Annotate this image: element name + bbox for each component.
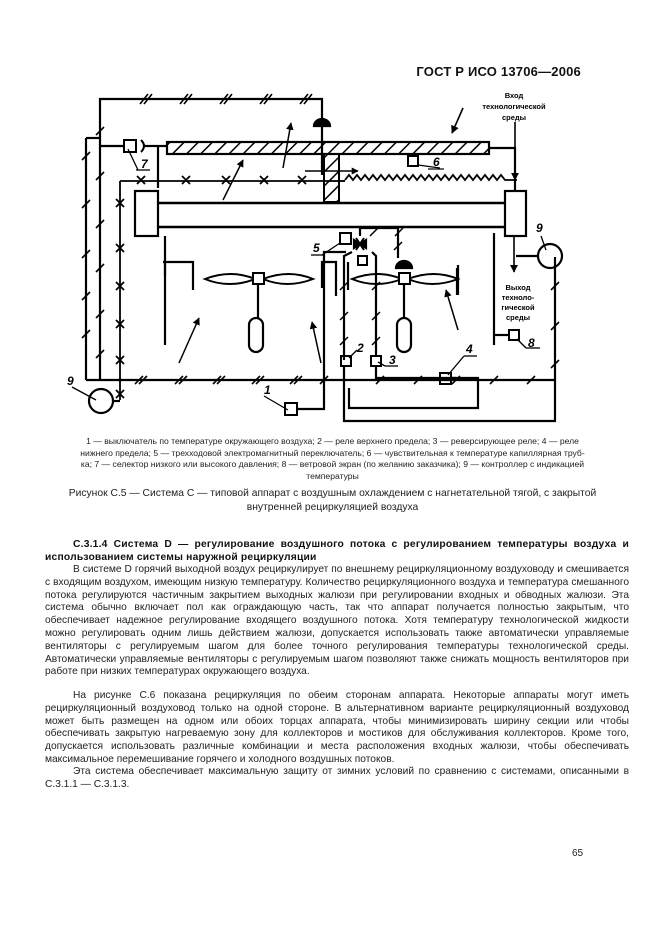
relay-3 xyxy=(371,353,456,378)
callout-9-left: 9 xyxy=(67,374,74,388)
pneumatic-line-top xyxy=(100,94,322,118)
svg-text:гической: гической xyxy=(501,303,535,312)
callout-2: 2 xyxy=(357,341,364,355)
svg-text:среды: среды xyxy=(505,313,531,322)
paragraph-1: В системе D горячий выходной воздух рециркулирует по внешнему рециркуляционному воздуховоду и смешивается с входящим воздухом, имеющим низкую температуру. Количество рециркуляционного воздуха и температура смешанного потока регулируются частичным закрытием выходных жалюзи при регулировании входных и обводных жалюзи. Эта система обычно включает пол как ограждающую часть, так что аппарат получается полностью закрытым, что обеспечивает надежное регулирование входящего воздушного потока. Хотя температуру технологической жидкости можно регулировать одним лишь действием жалюзи, допускается использовать также автоматически управляемые вентиляторы с регулируемым шагом для более точного регулирования температуры технологической среды. Автоматически управляемые вентиляторы с регулируемым шагом позволяют также снижать мощность вентиляторов при работе при низких температурах окружающего воздуха. xyxy=(45,564,629,678)
fan-chamber-right xyxy=(322,233,494,352)
svg-text:Вход: Вход xyxy=(504,91,524,100)
callout-9-right: 9 xyxy=(536,221,543,235)
caption-line-2: внутренней рециркуляцией воздуха xyxy=(246,501,419,513)
callout-5: 5 xyxy=(313,241,320,255)
callout-8: 8 xyxy=(528,336,535,350)
sensor-box-6-top xyxy=(408,156,418,166)
outlet-louver xyxy=(167,142,489,154)
legend-line-2: нижнего предела; 5 — трехходовой электромагнитный переключатель; 6 — чувствительная к температуре капиллярная труб- xyxy=(80,447,585,458)
process-outlet-label xyxy=(501,283,535,322)
figure-caption xyxy=(40,487,625,514)
pneumatic-line-left xyxy=(82,115,104,380)
legend-line-4: температуры xyxy=(306,470,359,481)
paragraph-3: Эта система обеспечивает максимальную защиту от зимних условий по сравнению с системами, описанными в С.3.1.1 — С.3.1.3. xyxy=(45,766,629,790)
capillary-tube xyxy=(345,175,517,180)
legend-line-1: 1 — выключатель по температуре окружающего воздуха; 2 — реле верхнего предела; 3 — реверсирующее реле; 4 — реле xyxy=(86,436,579,446)
figure-legend xyxy=(40,436,625,482)
callout-4: 4 xyxy=(466,342,473,356)
callout-7: 7 xyxy=(141,157,148,171)
header-box-right xyxy=(505,191,526,236)
callout-1: 1 xyxy=(264,383,271,397)
svg-text:техноло-: техноло- xyxy=(501,293,535,302)
wind-screen-8 xyxy=(494,330,540,350)
svg-text:Выход: Выход xyxy=(505,283,531,292)
caption-line-1: Рисунок С.5 — Система С — типовой аппарат с воздушным охлаждением с нагнетательной тягой, с закрытой xyxy=(68,488,597,499)
svg-text:среды: среды xyxy=(501,113,527,122)
fan-chamber-left xyxy=(163,236,321,363)
schematic-svg xyxy=(55,80,585,425)
paragraph-2: На рисунке С.6 показана рециркуляция по обеим сторонам аппарата. Некоторые аппараты могут иметь рециркуляционный воздуховод только на одной стороне. В альтернативном варианте рециркуляционный воздуховод может быть размещен на одном или обоих торцах аппарата, чтобы минимизировать ширину секции или чтобы обеспечивать закрытую нагреваемую зону для коллекторов и мостиков для обслуживания коллекторов. Кроме того, допускается использовать различные комбинации и места расположения входных жалюзи, чтобы обеспечивать максимальное перемешивание горячего и холодного воздушных потоков. xyxy=(45,690,629,765)
callout-3: 3 xyxy=(389,353,396,367)
tube-bundle xyxy=(154,203,506,227)
recirculation-louver xyxy=(324,154,339,202)
process-inlet-label xyxy=(482,91,546,122)
callout-6-top: 6 xyxy=(433,155,440,169)
figure-c5-diagram xyxy=(55,80,585,425)
pressure-selector-7 xyxy=(100,140,158,171)
section-heading: С.3.1.4 Система D — регулирование воздушного потока с регулированием температуры воздуха и использованием системы наружной рециркуляции xyxy=(45,539,629,563)
page-header: ГОСТ Р ИСО 13706—2006 xyxy=(416,64,581,79)
header-box-left xyxy=(135,191,158,236)
legend-line-3: ка; 7 — селектор низкого или высокого давления; 8 — ветровой экран (по желанию заказчика); 9 — контроллер с индикацией xyxy=(80,459,585,469)
page-number: 65 xyxy=(572,848,584,859)
svg-text:технологической: технологической xyxy=(482,102,546,111)
